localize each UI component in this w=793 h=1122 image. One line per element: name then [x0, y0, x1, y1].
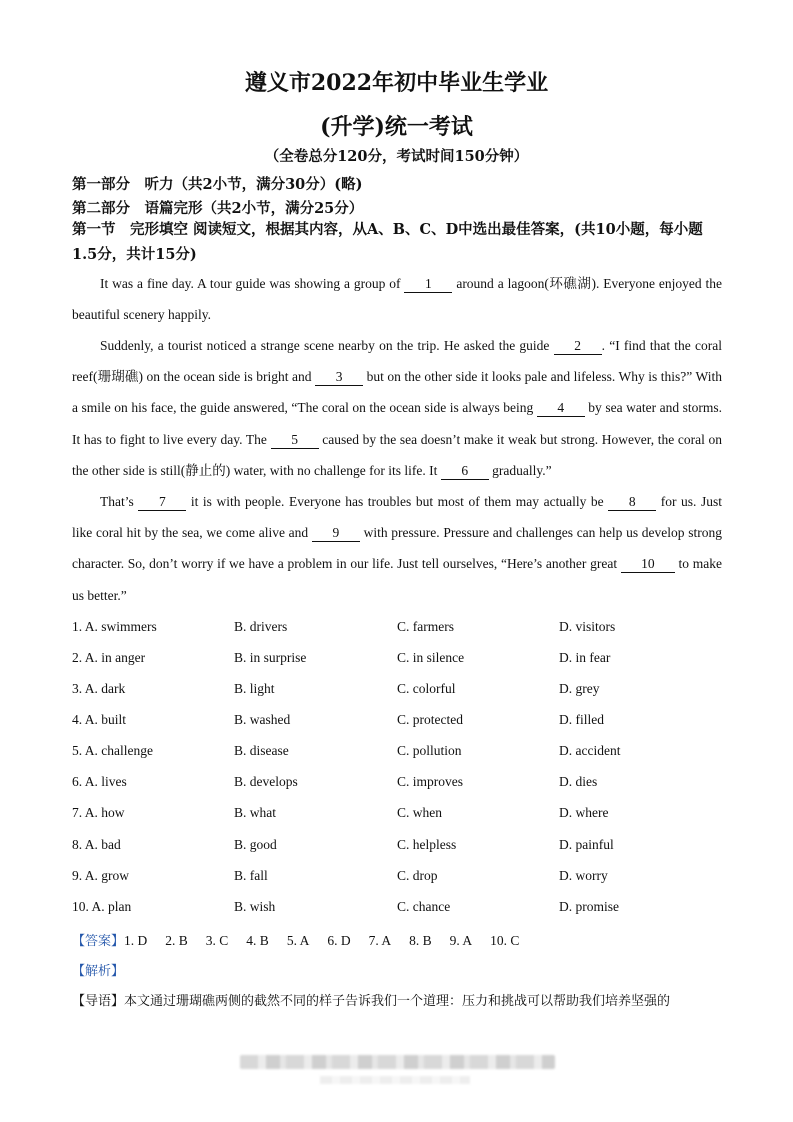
option-c: C. improves: [397, 774, 463, 789]
blank-8: 8: [608, 494, 656, 511]
passage-text: caused by the sea doesn’t make it weak but strong. However, the coral on the other side is still(静止的) water, with no challenge for its life. It: [72, 431, 723, 478]
option-c: C. in silence: [397, 650, 465, 665]
option-c: C. helpless: [397, 837, 457, 852]
option-d: D. in fear: [559, 650, 611, 665]
blank-9: 9: [312, 525, 360, 542]
question-options-4: [72, 712, 722, 734]
answer-item: 9. A: [449, 933, 473, 948]
option-b: B. in surprise: [234, 650, 307, 665]
option-c: C. farmers: [397, 619, 454, 634]
passage-text: with pressure. Pressure and challenges can help us develop strong character. So, don’t worry if we have a problem in our life. Just tell ourselves, “Here’s another great: [72, 525, 722, 572]
question-options-3: [72, 681, 722, 703]
guide-text: 本文通过珊瑚礁两侧的截然不同的样子告诉我们一个道理：压力和挑战可以帮助我们培养坚强的: [124, 994, 671, 1009]
answer-item: 5. A: [286, 933, 310, 948]
option-b: B. drivers: [234, 619, 288, 634]
option-b: B. good: [234, 837, 277, 852]
option-b: B. light: [234, 681, 275, 696]
answer-key: [72, 930, 537, 949]
blank-7: 7: [138, 494, 186, 511]
guide-paragraph: [72, 990, 732, 1009]
option-a: 9. A. grow: [72, 868, 129, 883]
blank-4: 4: [537, 400, 585, 417]
exam-title-line2: (升学)统一考试: [320, 114, 473, 140]
question-options-8: [72, 837, 722, 859]
option-d: D. dies: [559, 774, 598, 789]
option-a: 5. A. challenge: [72, 743, 153, 758]
option-c: C. pollution: [397, 743, 462, 758]
option-c: C. protected: [397, 712, 463, 727]
option-b: B. washed: [234, 712, 291, 727]
question-options-6: [72, 774, 722, 796]
answer-tag: 【答案】: [72, 934, 125, 949]
option-b: B. fall: [234, 868, 268, 883]
question-options-5: [72, 743, 722, 765]
question-options-9: [72, 868, 722, 890]
answer-item: 4. B: [246, 933, 269, 948]
question-options-2: [72, 650, 722, 672]
passage-paragraph-3: [72, 486, 722, 611]
option-b: B. wish: [234, 899, 276, 914]
passage-text: it is with people. Everyone has troubles but most of them may actually be: [186, 494, 609, 509]
passage-text: by sea water and storms. It has to fight to live every day. The: [72, 400, 722, 447]
passage-text: It was a fine day. A tour guide was showing a group of: [100, 276, 405, 291]
part1-heading: 第一部分 听力（共2小节，满分30分）(略): [72, 176, 363, 193]
blank-2: 2: [554, 338, 602, 355]
option-a: 7. A. how: [72, 805, 125, 820]
exam-subtitle: （全卷总分120分，考试时间150分钟）: [264, 148, 529, 165]
analysis-tag: 【解析】: [72, 964, 125, 979]
option-a: 10. A. plan: [72, 899, 132, 914]
option-d: D. grey: [559, 681, 600, 696]
blank-1: 1: [404, 276, 452, 293]
option-b: B. disease: [234, 743, 289, 758]
option-a: 2. A. in anger: [72, 650, 146, 665]
blank-5: 5: [271, 432, 319, 449]
passage-text: for us. Just like coral hit by the sea, we come alive and: [72, 494, 722, 541]
option-d: D. painful: [559, 837, 614, 852]
exam-title-line1: 遵义市2022年初中毕业生学业: [244, 70, 549, 96]
option-a: 1. A. swimmers: [72, 619, 157, 634]
option-d: D. promise: [559, 899, 619, 914]
question-options-10: [72, 899, 722, 921]
passage-paragraph-2: [72, 330, 722, 486]
option-d: D. where: [559, 805, 609, 820]
option-c: C. chance: [397, 899, 451, 914]
passage-text: That’s: [100, 494, 139, 509]
option-b: B. what: [234, 805, 276, 820]
blurred-footer-watermark: [240, 1055, 555, 1069]
guide-tag: 【导语】: [72, 994, 125, 1009]
option-c: C. colorful: [397, 681, 456, 696]
passage-text: Suddenly, a tourist noticed a strange scene nearby on the trip. He asked the guide: [100, 338, 554, 353]
option-d: D. worry: [559, 868, 608, 883]
blank-10: 10: [621, 556, 675, 573]
blank-6: 6: [441, 463, 489, 480]
answer-item: 1. D: [124, 933, 148, 948]
option-a: 6. A. lives: [72, 774, 127, 789]
question-options-1: [72, 619, 722, 641]
passage-text: gradually.”: [488, 462, 552, 478]
part2-heading: 第二部分 语篇完形（共2小节，满分25分）: [72, 200, 364, 217]
answer-item: 3. C: [205, 933, 229, 948]
option-d: D. visitors: [559, 619, 616, 634]
answer-item: 6. D: [327, 933, 351, 948]
passage-text: but on the other side it looks pale and lifeless. Why is this?” With a smile on his face, the guide answered, “The coral on the ocean side is always being: [72, 369, 722, 416]
section1-instruction: 第一节 完形填空 阅读短文，根据其内容，从A、B、C、D中选出最佳答案，(共10小题，每小题1.5分，共计15分): [72, 221, 703, 263]
option-d: D. accident: [559, 743, 621, 758]
passage-paragraph-1: [72, 268, 722, 330]
answer-item: 2. B: [165, 933, 188, 948]
option-b: B. develops: [234, 774, 298, 789]
passage-text: to make us better.”: [72, 556, 722, 603]
option-a: 3. A. dark: [72, 681, 126, 696]
answer-item: 7. A: [368, 933, 392, 948]
option-a: 4. A. built: [72, 712, 127, 727]
option-d: D. filled: [559, 712, 604, 727]
answer-item: 10. C: [490, 933, 520, 948]
passage-text: . “I find that the coral reef(珊瑚礁) on the ocean side is bright and: [72, 338, 722, 385]
question-options-7: [72, 805, 722, 827]
answer-item: 8. B: [409, 933, 432, 948]
option-c: C. when: [397, 805, 442, 820]
option-c: C. drop: [397, 868, 438, 883]
passage-text: around a lagoon(环礁湖). Everyone enjoyed the beautiful scenery happily.: [72, 276, 722, 323]
blurred-footer-watermark-small: [320, 1076, 470, 1084]
option-a: 8. A. bad: [72, 837, 121, 852]
blank-3: 3: [315, 369, 363, 386]
